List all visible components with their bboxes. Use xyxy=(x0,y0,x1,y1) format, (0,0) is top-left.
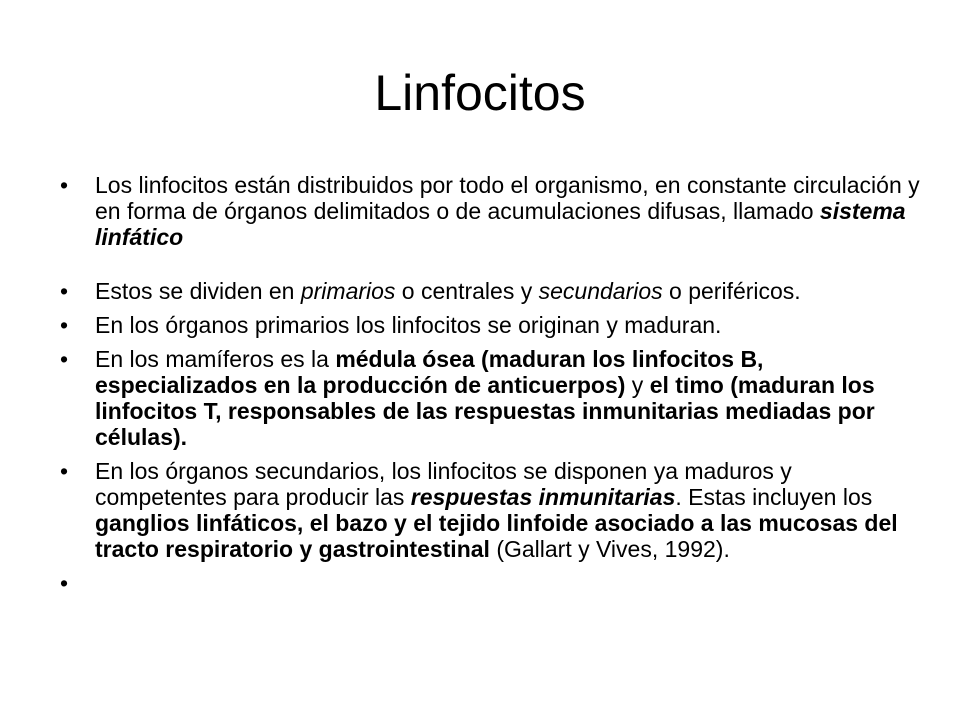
bullet-dot: • xyxy=(60,346,69,372)
bullet-text-segment: En los órganos secundarios, los linfocitos se disponen ya maduros y competentes para producir las xyxy=(95,458,792,510)
bullet-text-segment: En los órganos primarios los linfocitos se originan y maduran. xyxy=(95,312,722,338)
bullet-item-1 xyxy=(60,172,920,250)
bullet-dot: • xyxy=(60,458,69,484)
bullet-text-segment: En los mamíferos es la xyxy=(95,346,336,372)
bullet-dot: • xyxy=(60,278,69,304)
bullet-item-2 xyxy=(60,278,920,304)
bullet-item-4 xyxy=(60,346,920,450)
bullet-text-segment: o centrales y xyxy=(395,278,539,304)
bullet-item-3 xyxy=(60,312,920,338)
bullet-item-5 xyxy=(60,458,920,562)
bullet-text-segment: (Gallart y Vives, 1992). xyxy=(489,536,730,562)
bullet-text-segment: . Estas incluyen los xyxy=(675,484,873,510)
bullet-text-segment: o periféricos. xyxy=(662,278,801,304)
bullet-bold-segment: el timo (maduran los linfocitos T, responsables de las respuestas inmunitarias mediadas por células). xyxy=(95,372,875,450)
bullet-bold-segment: médula ósea (maduran los linfocitos B, especializados en la producción de anticuerpos) xyxy=(95,346,764,398)
bullet-italic-segment: secundarios xyxy=(538,278,663,304)
bullet-text-segment: Los linfocitos están distribuidos por todo el organismo, en constante circulación y en forma de órganos delimitados o de acumulaciones difusas, llamado xyxy=(95,172,920,224)
bullet-dot: • xyxy=(60,312,69,338)
bullet-emphasis-segment: respuestas inmunitarias xyxy=(410,484,676,510)
bullet-text-segment: Estos se dividen en xyxy=(95,278,301,304)
bullet-italic-segment: primarios xyxy=(300,278,396,304)
bullet-emphasis-segment: sistema linfático xyxy=(95,198,906,250)
bullet-text-segment: y xyxy=(625,372,650,398)
slide-title: Linfocitos xyxy=(374,65,586,121)
bullet-bold-segment: ganglios linfáticos, el bazo y el tejido linfoide asociado a las mucosas del tracto respiratorio y gastrointestinal xyxy=(95,510,898,562)
bullet-dot: • xyxy=(60,570,69,596)
bullet-list xyxy=(60,172,920,596)
bullet-dot: • xyxy=(60,172,69,198)
